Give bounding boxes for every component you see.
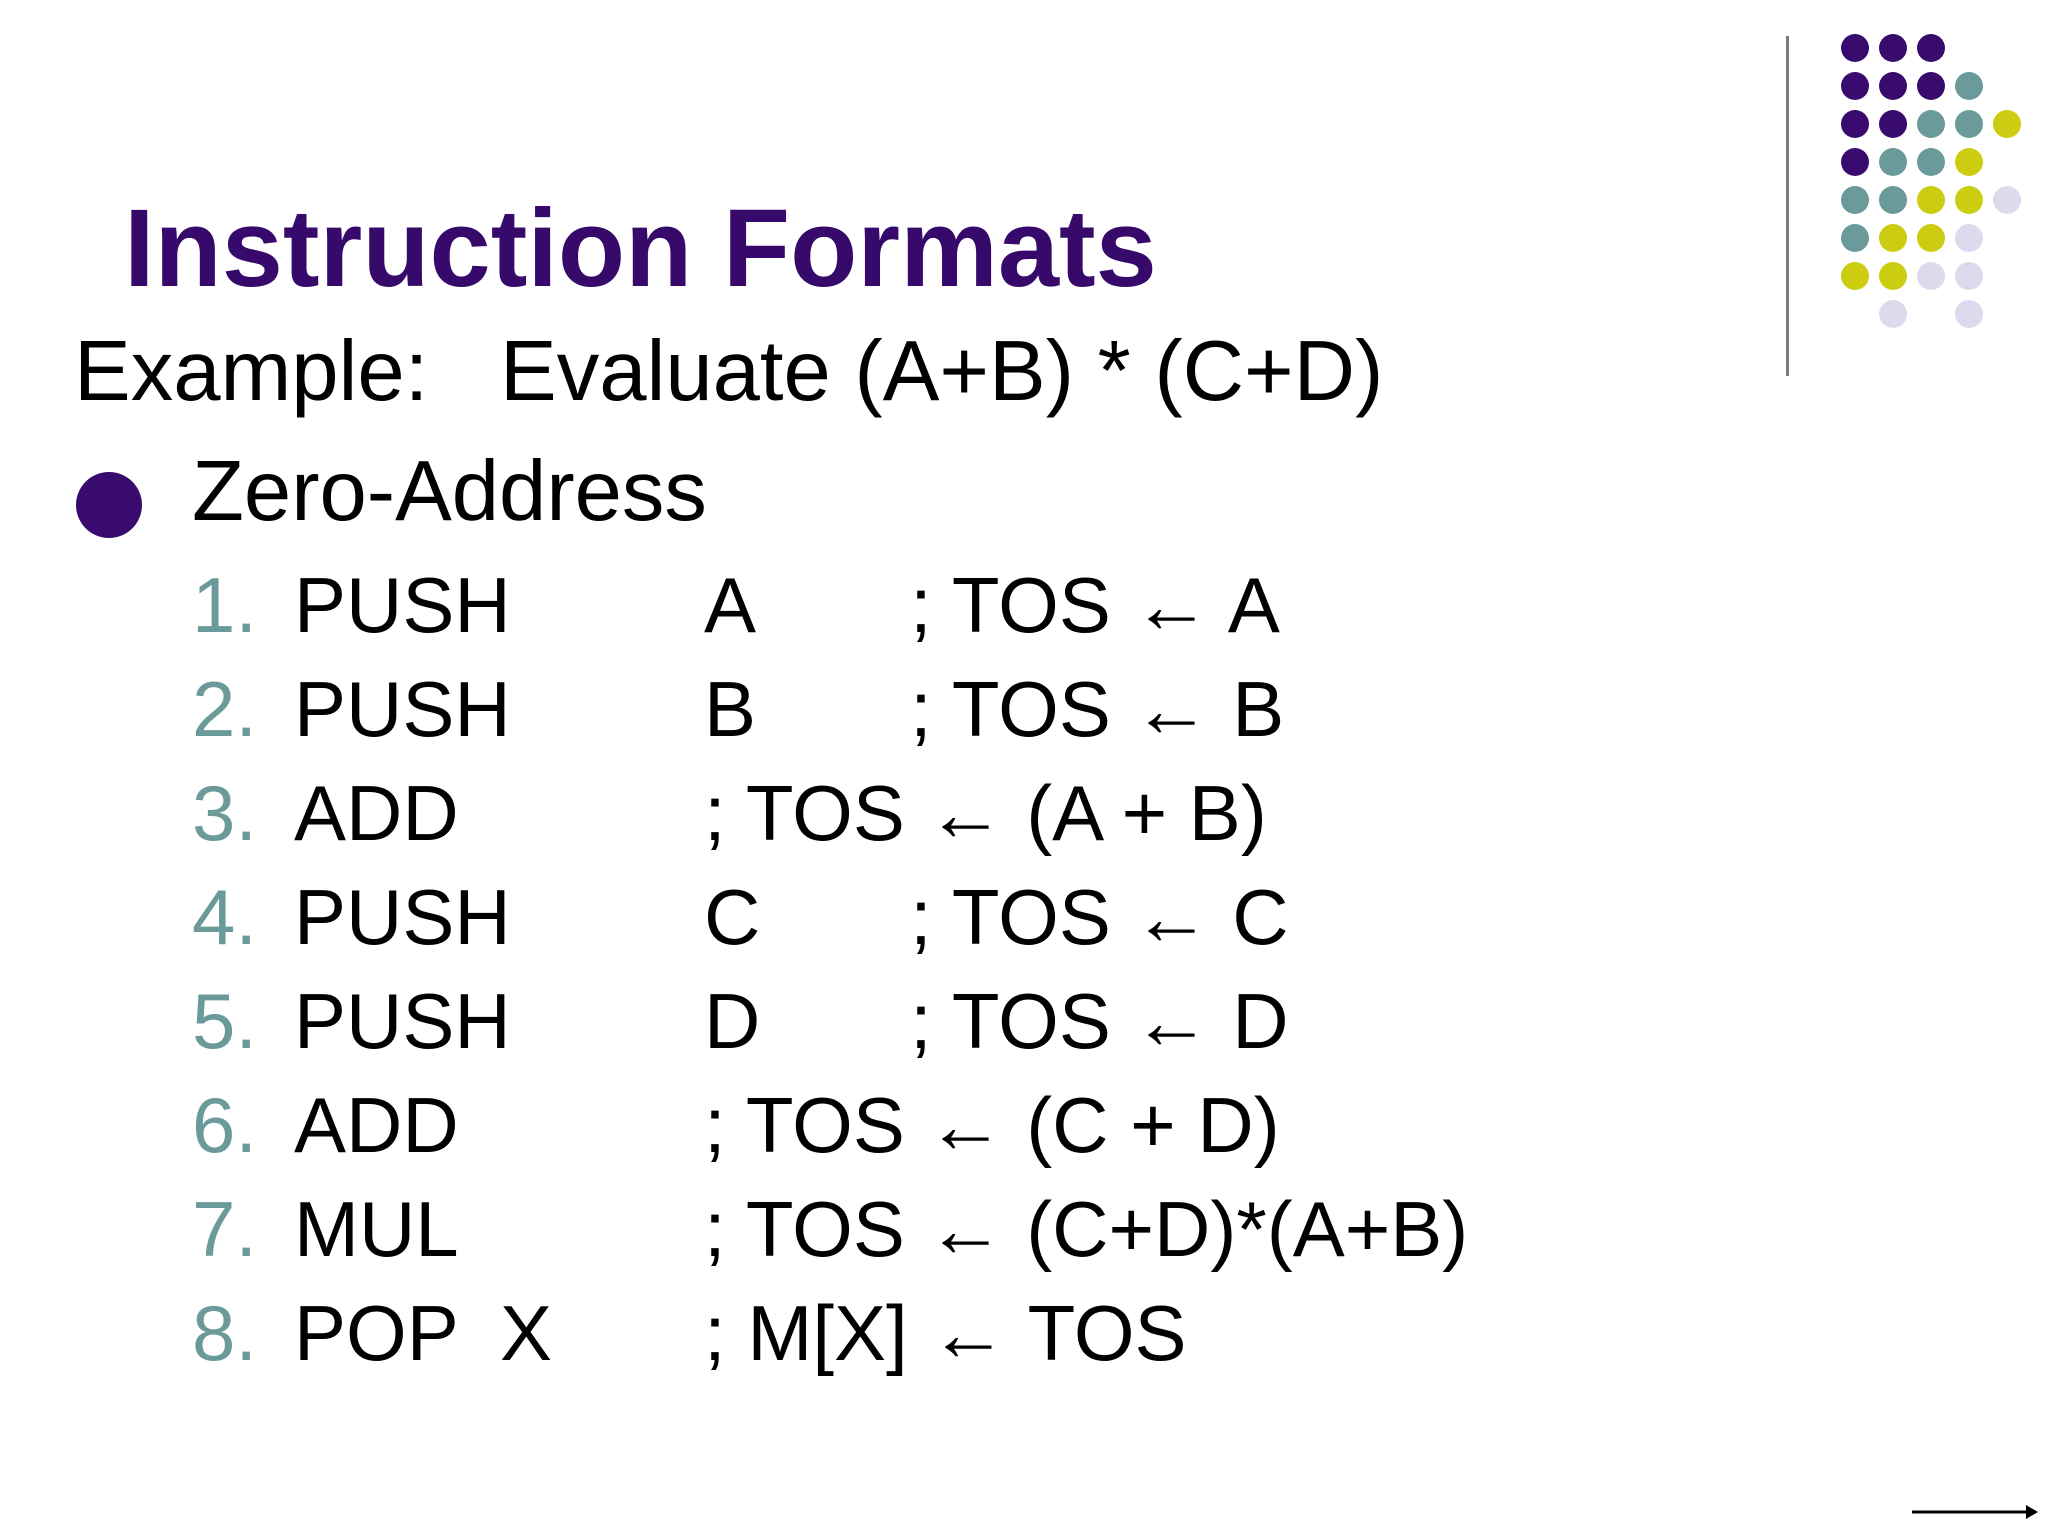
decorative-dot <box>1879 224 1907 252</box>
step-operand: A <box>704 561 757 649</box>
step-opcode: MUL <box>294 1185 459 1273</box>
step-opcode: ADD <box>294 1081 459 1169</box>
decorative-dot <box>1955 110 1983 138</box>
step-opcode: PUSH <box>294 873 511 961</box>
step-opcode: POP <box>294 1289 459 1377</box>
step-number: 5. <box>192 977 258 1065</box>
step-comment: ; TOS ← B <box>910 665 1285 753</box>
decorative-dot <box>1879 300 1907 328</box>
step-comment: ; TOS ← D <box>910 977 1289 1065</box>
step-number: 7. <box>192 1185 258 1273</box>
step-operand: C <box>704 873 761 961</box>
decorative-dot <box>1879 148 1907 176</box>
decorative-dot <box>1917 72 1945 100</box>
step-number: 2. <box>192 665 258 753</box>
step-comment: ; TOS ← (A + B) <box>704 769 1267 857</box>
step-opcode-operand: X <box>500 1289 553 1377</box>
decorative-dot <box>1955 224 1983 252</box>
step-number: 4. <box>192 873 258 961</box>
decorative-dot <box>1917 148 1945 176</box>
decorative-dot <box>1879 72 1907 100</box>
step-number: 1. <box>192 561 258 649</box>
decorative-dot <box>1993 186 2021 214</box>
step-opcode: PUSH <box>294 561 511 649</box>
decorative-dot <box>1841 72 1869 100</box>
bullet-heading: Zero-Address <box>192 444 707 539</box>
decorative-dot <box>1879 34 1907 62</box>
step-number: 8. <box>192 1289 258 1377</box>
decorative-dot <box>1917 224 1945 252</box>
decorative-dot <box>1879 262 1907 290</box>
decorative-dot <box>1879 110 1907 138</box>
step-comment: ; TOS ← C <box>910 873 1289 961</box>
step-opcode: PUSH <box>294 977 511 1065</box>
decorative-dot <box>1841 262 1869 290</box>
decorative-dot <box>1841 186 1869 214</box>
decorative-dot <box>1993 110 2021 138</box>
decorative-dot <box>1955 262 1983 290</box>
decorative-dot <box>1917 110 1945 138</box>
step-operand: D <box>704 977 761 1065</box>
decorative-dot <box>1841 34 1869 62</box>
decorative-dot <box>1955 186 1983 214</box>
step-opcode: ADD <box>294 769 459 857</box>
step-number: 6. <box>192 1081 258 1169</box>
arrow-right-icon[interactable] <box>1910 1500 2040 1524</box>
decorative-dot <box>1841 148 1869 176</box>
step-opcode: PUSH <box>294 665 511 753</box>
decorative-dot <box>1917 186 1945 214</box>
step-comment: ; TOS ← A <box>910 561 1280 649</box>
decorative-dot <box>1841 224 1869 252</box>
decorative-dot <box>1917 34 1945 62</box>
slide-title: Instruction Formats <box>124 187 1157 310</box>
step-number: 3. <box>192 769 258 857</box>
decorative-dot <box>1879 186 1907 214</box>
decorative-dot <box>1841 110 1869 138</box>
step-comment: ; M[X] ← TOS <box>704 1289 1187 1377</box>
decorative-dot <box>1955 148 1983 176</box>
step-comment: ; TOS ← (C + D) <box>704 1081 1280 1169</box>
step-operand: B <box>704 665 757 753</box>
example-expression: Evaluate (A+B) * (C+D) <box>500 324 1384 419</box>
decorative-dot <box>1917 262 1945 290</box>
decorative-dot <box>1955 300 1983 328</box>
step-comment: ; TOS ← (C+D)*(A+B) <box>704 1185 1469 1273</box>
example-label: Example: <box>74 324 429 419</box>
decorative-dot <box>1955 72 1983 100</box>
